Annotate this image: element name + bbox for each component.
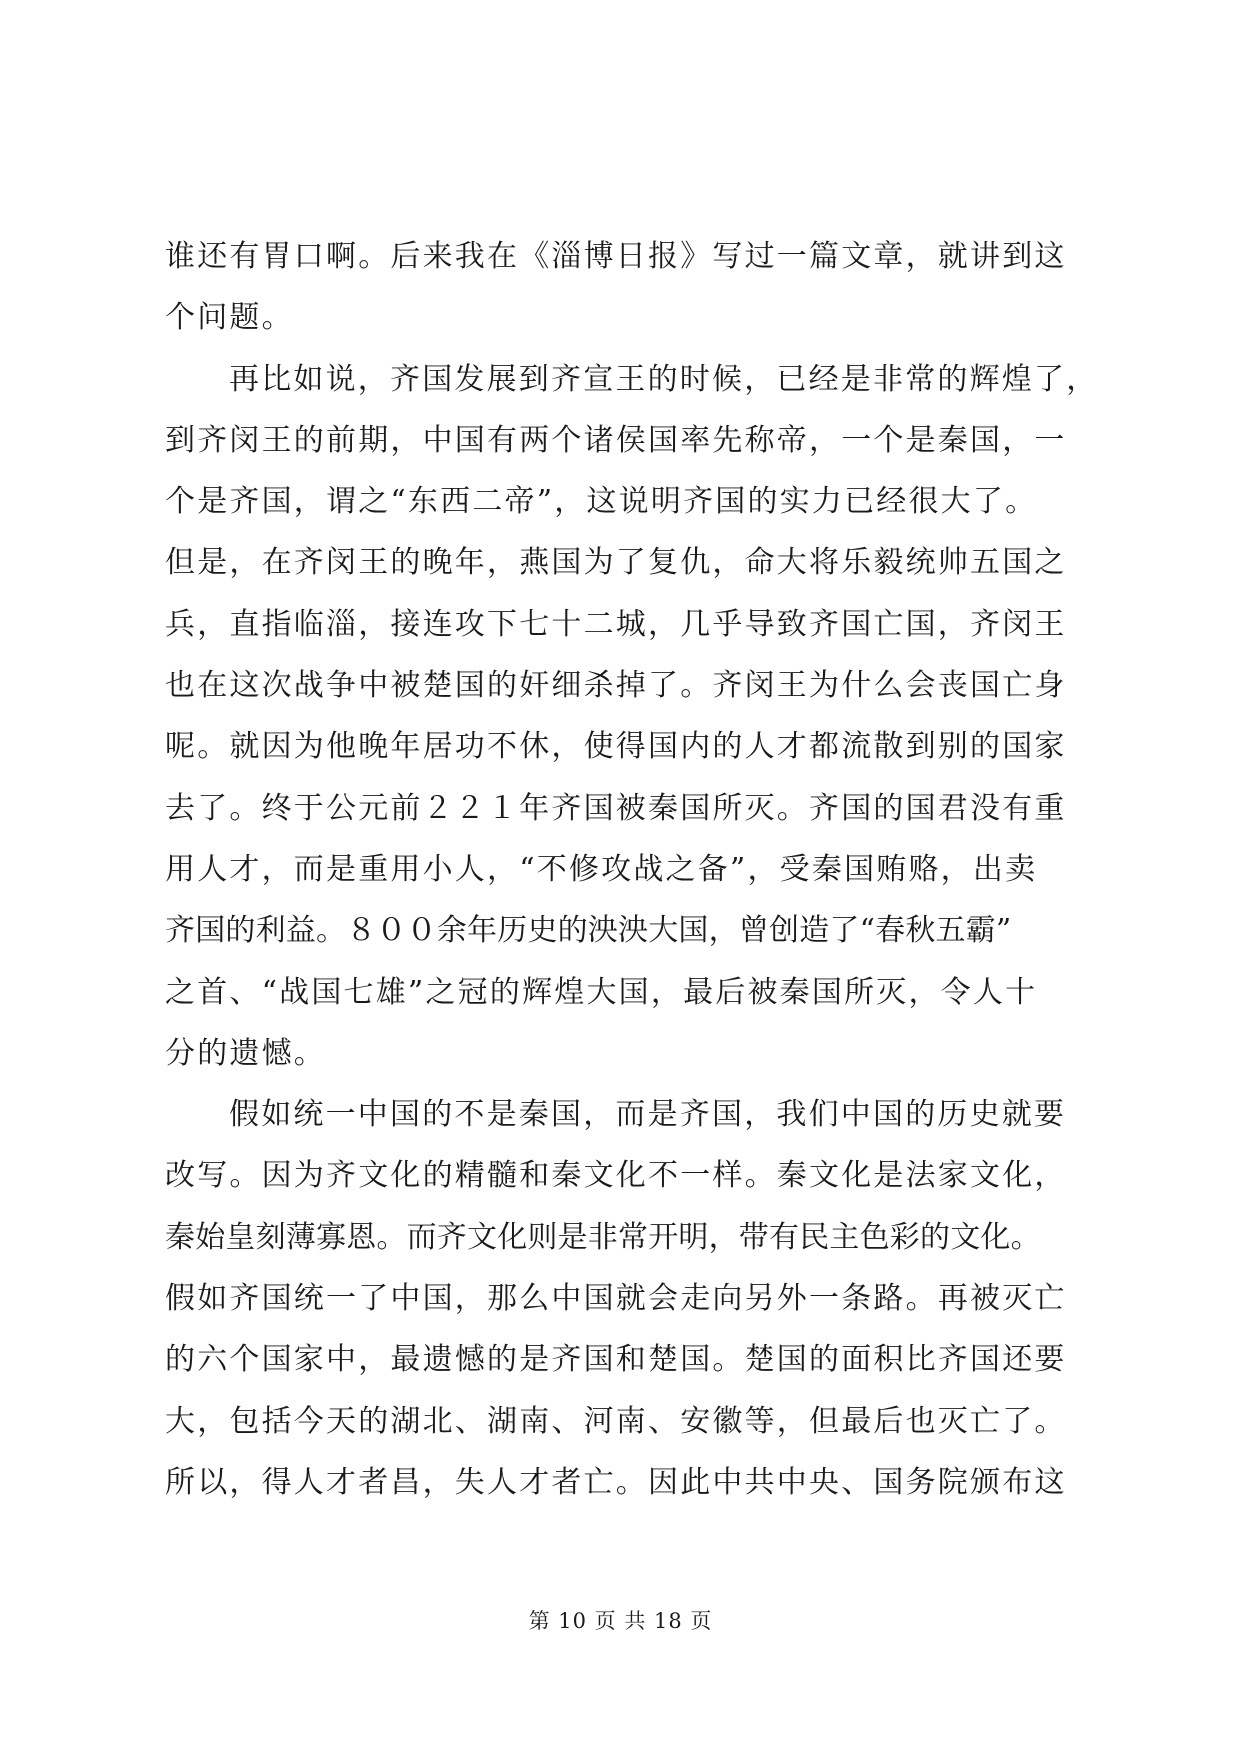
text-line: 兵，直指临淄，接连攻下七十二城，几乎导致齐国亡国，齐闵王: [165, 606, 1067, 642]
text-line: 大，包括今天的湖北、湖南、河南、安徽等，但最后也灭亡了。: [165, 1403, 1067, 1439]
text-line: 齐国的利益。８００余年历史的泱泱大国，曾创造了“春秋五霸”: [165, 913, 1012, 949]
text-line: 呢。就因为他晚年居功不休，使得国内的人才都流散到别的国家: [165, 729, 1067, 765]
text-line: 谁还有胃口啊。后来我在《淄博日报》写过一篇文章，就讲到这: [165, 239, 1067, 274]
text-line: 个问题。: [165, 300, 294, 336]
text-line: 秦始皇刻薄寡恩。而齐文化则是非常开明，带有民主色彩的文化。: [165, 1219, 1041, 1255]
text-line: 用人才，而是重用小人，“不修攻战之备”，受秦国贿赂，出卖: [165, 851, 1038, 887]
document-body: [165, 226, 1099, 1513]
text-line: 也在这次战争中被楚国的奸细杀掉了。齐闵王为什么会丧国亡身: [165, 668, 1067, 704]
text-line: 改写。因为齐文化的精髓和秦文化不一样。秦文化是法家文化，: [165, 1158, 1067, 1194]
text-line: 假如齐国统一了中国，那么中国就会走向另外一条路。再被灭亡: [165, 1281, 1067, 1317]
text-line: 之首、“战国七雄”之冠的辉煌大国，最后被秦国所灭，令人十: [165, 974, 1038, 1010]
paragraph-start-line: 再比如说，齐国发展到齐宣王的时候，已经是非常的辉煌了，: [229, 361, 1099, 397]
text-line: 的六个国家中，最遗憾的是齐国和楚国。楚国的面积比齐国还要: [165, 1342, 1067, 1378]
text-line: 去了。终于公元前２２１年齐国被秦国所灭。齐国的国君没有重: [165, 790, 1067, 826]
text-line: 个是齐国，谓之“东西二帝”，这说明齐国的实力已经很大了。: [165, 484, 1038, 520]
text-line: 所以，得人才者昌，失人才者亡。因此中共中央、国务院颁布这: [165, 1464, 1067, 1500]
text-line: 分的遗憾。: [165, 1035, 326, 1071]
text-line: 到齐闵王的前期，中国有两个诸侯国率先称帝，一个是秦国，一: [165, 422, 1067, 458]
page-number-footer: 第 10 页 共 18 页: [528, 1609, 713, 1633]
text-line: 但是，在齐闵王的晚年，燕国为了复仇，命大将乐毅统帅五国之: [165, 545, 1067, 581]
paragraph-start-line: 假如统一中国的不是秦国，而是齐国，我们中国的历史就要: [229, 1097, 1067, 1133]
